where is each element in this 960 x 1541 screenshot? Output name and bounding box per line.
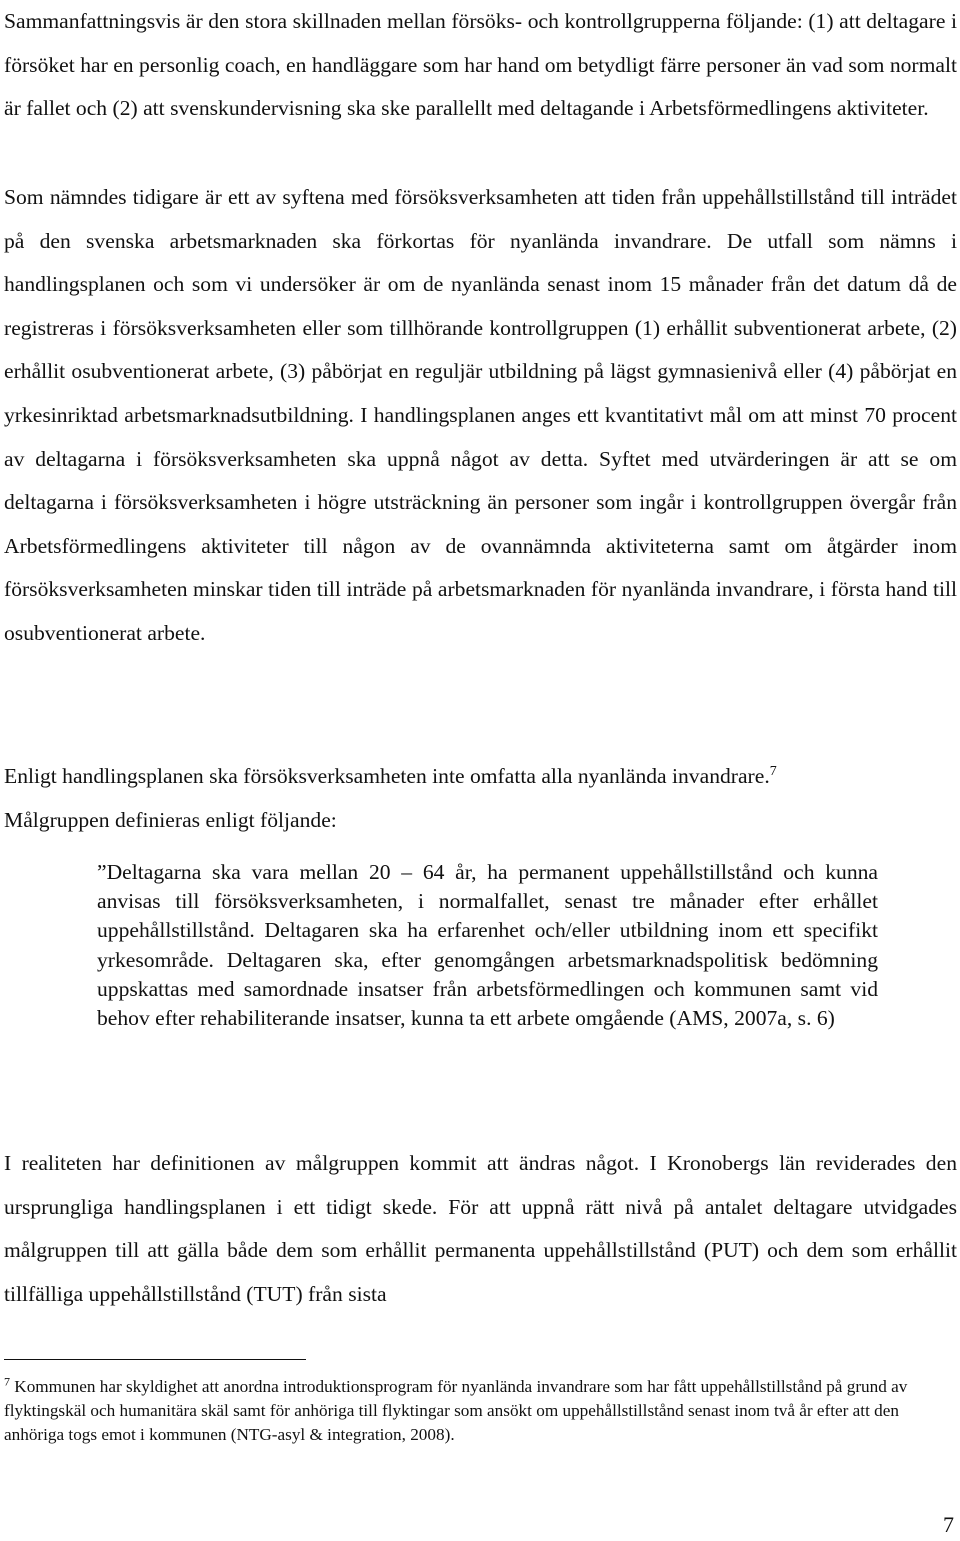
paragraph-target-group — [4, 755, 957, 842]
footnote-number: 7 — [4, 1374, 10, 1389]
footnote — [4, 1375, 957, 1447]
footnote-reference: 7 — [769, 763, 777, 779]
footnote-text: Kommunen har skyldighet att anordna introduktionsprogram för nyanlända invandrare som har fått uppehållstillstånd på grund av flyktingskäl och humanitära skäl samt för anhöriga till flyktingar som ansökt om uppehållstillstånd senast inom två år efter att den anhöriga togs emot i kommunen (NTG-asyl & integration, 2008). — [4, 1377, 908, 1444]
paragraph-target-group-definition: Målgruppen definieras enligt följande: — [4, 807, 337, 832]
block-quote: ”Deltagarna ska vara mellan 20 – 64 år, ha permanent uppehållstillstånd och kunna anvisas till försöksverksamheten, i normalfallet, senast tre månader efter erhållet uppehållstillstånd. Deltagaren ska ha erfarenhet och/eller utbildning inom ett specifikt yrkesområde. Deltagaren ska, efter genomgången arbetsmarknadspolitisk bedömning uppskattas med samordnade insatser från arbetsförmedlingen och kommunen samt vid behov efter rehabiliterande insatser, kunna ta ett arbete omgående (AMS, 2007a, s. 6) — [97, 860, 878, 1031]
paragraph-reality: I realiteten har definitionen av målgruppen kommit att ändras något. I Kronobergs län reviderades den ursprungliga handlingsplanen i ett tidigt skede. För att uppnå rätt nivå på antalet deltagare utvidgades målgruppen till att gälla både dem som erhållit permanenta uppehållstillstånd (PUT) och dem som erhållit tillfälliga uppehållstillstånd (TUT) från sista — [4, 1151, 957, 1306]
paragraph-target-group-text: Enligt handlingsplanen ska försöksverksamheten inte omfatta alla nyanlända invandrare. — [4, 764, 770, 788]
footnote-separator — [4, 1359, 306, 1360]
page-number: 7 — [943, 1512, 954, 1537]
paragraph-purpose: Som nämndes tidigare är ett av syftena med försöksverksamheten att tiden från uppehållstillstånd till inträdet på den svenska arbetsmarknaden ska förkortas för nyanlända invandrare. De utfall som nämns i handlingsplanen och som vi undersöker är om de nyanlända senast inom 15 månader från det datum då de registreras i försöksverksamheten eller som tillhörande kontrollgruppen (1) erhållit subventionerat arbete, (2) erhållit osubventionerat arbete, (3) påbörjat en reguljär utbildning på lägst gymnasienivå eller (4) påbörjat en yrkesinriktad arbetsmarknadsutbildning. I handlingsplanen anges ett kvantitativt mål om att minst 70 procent av deltagarna i försöksverksamheten ska uppnå något av detta. Syftet med utvärderingen är att se om deltagarna i försöksverksamheten i högre utsträckning än personer som ingår i kontrollgruppen övergår från Arbetsförmedlingens aktiviteter till någon av de ovannämnda aktiviteterna samt om åtgärder inom försöksverksamheten minskar tiden till inträde på arbetsmarknaden för nyanlända invandrare, i första hand till osubventionerat arbete. — [4, 185, 957, 645]
paragraph-summary: Sammanfattningsvis är den stora skillnaden mellan försöks- och kontrollgrupperna följande: (1) att deltagare i försöket har en personlig coach, en handläggare som har hand om betydligt färre personer än vad som normalt är fallet och (2) att svenskundervisning ska ske parallellt med deltagande i Arbetsförmedlingens aktiviteter. — [4, 9, 957, 121]
